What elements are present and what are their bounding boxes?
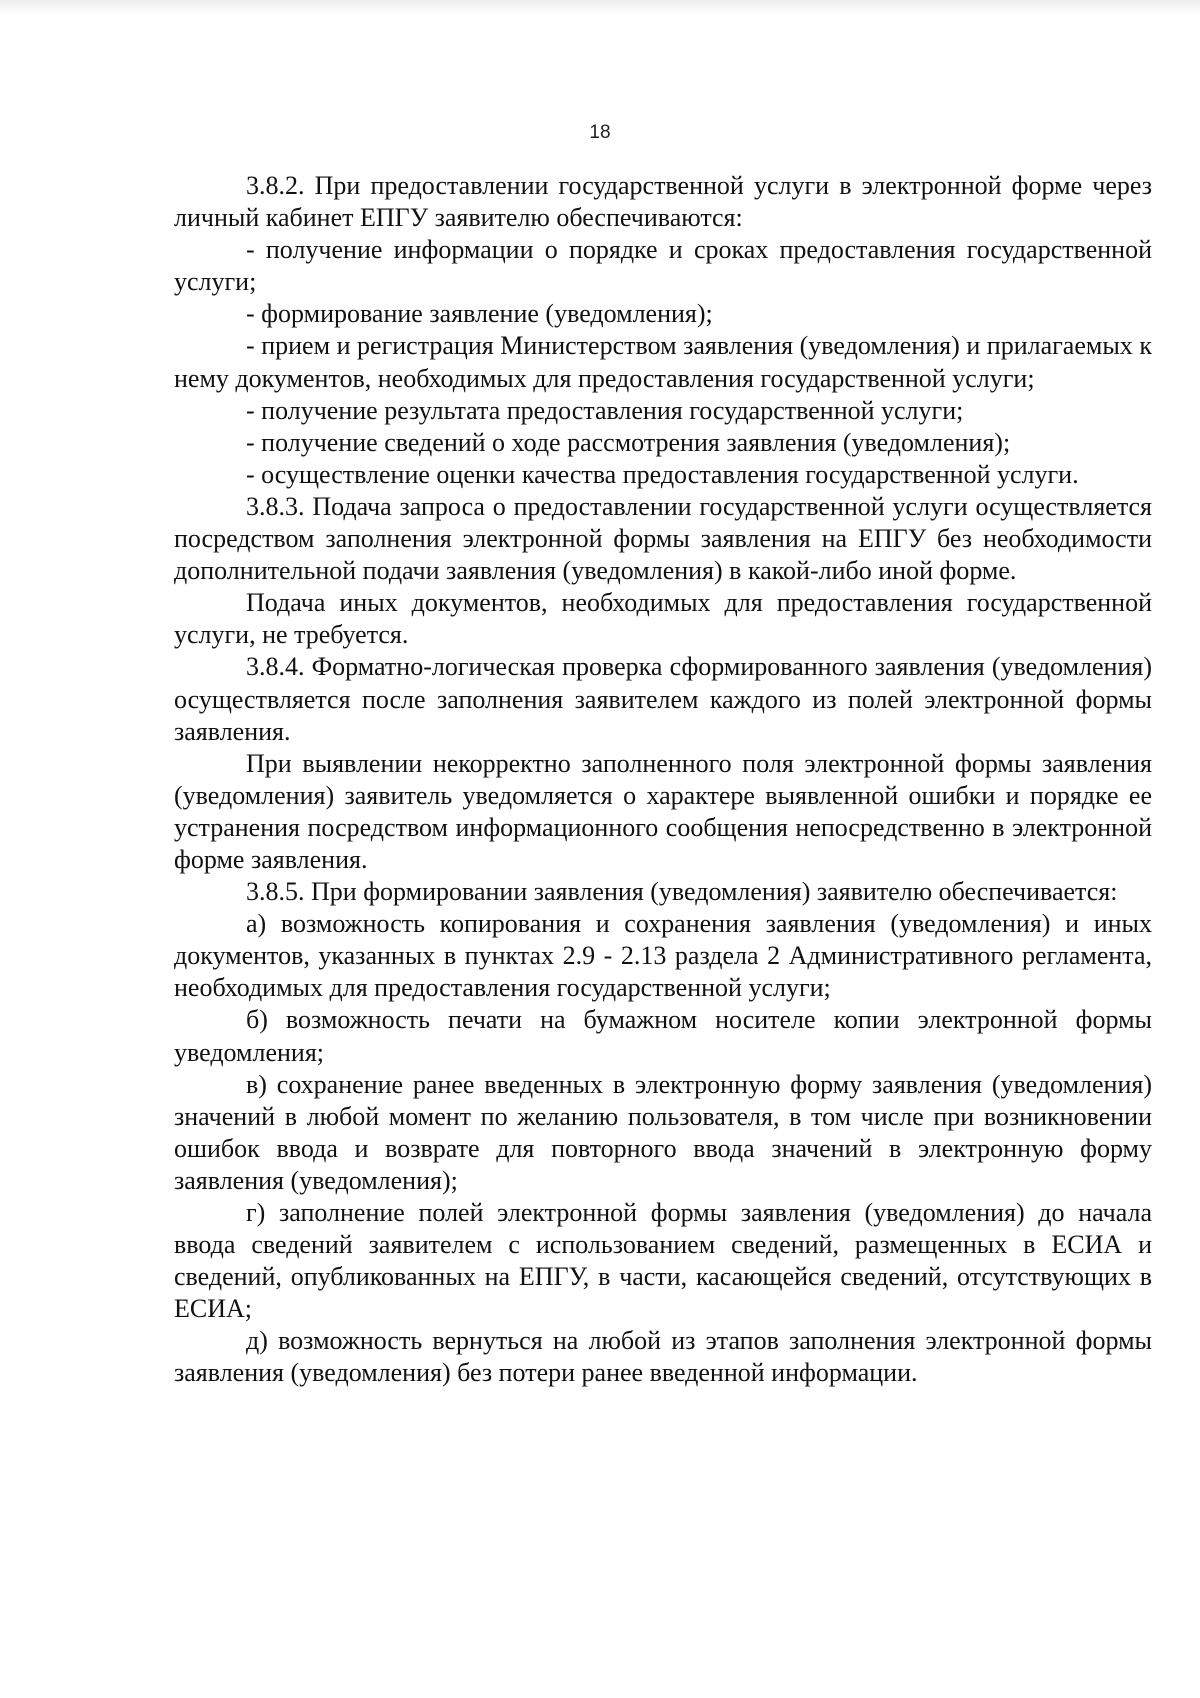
list-item-d: д) возможность вернуться на любой из этапов заполнения электронной формы заявления (уведомления) без потери ранее введенной информации. xyxy=(174,1326,1152,1388)
page-number: 18 xyxy=(589,122,611,143)
list-item-v: в) сохранение ранее введенных в электронную форму заявления (уведомления) значений в любой момент по желанию пользователя, в том числе при возникновении ошибок ввода и возврате для повторного ввода значений в электронную форму заявления (уведомления); xyxy=(174,1069,1152,1195)
paragraph-error-notice: При выявлении некорректно заполненного поля электронной формы заявления (уведомления) заявитель уведомляется о характере выявленной ошибки и порядке ее устранения посредством информационного сообщения непосредственно в электронной форме заявления. xyxy=(174,748,1152,874)
list-item-registration: - прием и регистрация Министерством заявления (уведомления) и прилагаемых к нему документов, необходимых для предоставления государственной услуги; xyxy=(174,331,1152,393)
list-item-status: - получение сведений о ходе рассмотрения заявления (уведомления); xyxy=(246,427,1011,457)
list-item-quality: - осуществление оценки качества предоставления государственной услуги. xyxy=(246,459,1079,489)
paragraph-3-8-3: 3.8.3. Подача запроса о предоставлении государственной услуги осуществляется посредством заполнения электронной формы заявления на ЕПГУ без необходимости дополнительной подачи заявления (уведомления) в какой-либо иной форме. xyxy=(174,491,1152,586)
list-item-result: - получение результата предоставления государственной услуги; xyxy=(246,395,964,425)
paragraph-3-8-4: 3.8.4. Форматно-логическая проверка сформированного заявления (уведомления) осуществляется после заполнения заявителем каждого из полей электронной формы заявления. xyxy=(174,652,1152,746)
document-body xyxy=(174,170,1152,1390)
list-item-b: б) возможность печати на бумажном носителе копии электронной формы уведомления; xyxy=(174,1005,1152,1067)
paragraph-3-8-2: 3.8.2. При предоставлении государственной услуги в электронной форме через личный кабинет ЕПГУ заявителю обеспечиваются: xyxy=(174,171,1152,233)
list-item-a: а) возможность копирования и сохранения заявления (уведомления) и иных документов, указанных в пунктах 2.9 - 2.13 раздела 2 Административного регламента, необходимых для предоставления государственной услуги; xyxy=(174,909,1152,1003)
paragraph-other-docs: Подача иных документов, необходимых для предоставления государственной услуги, не требуется. xyxy=(174,588,1152,650)
paragraph-3-8-5: 3.8.5. При формировании заявления (уведомления) заявителю обеспечивается: xyxy=(246,877,1118,907)
scan-top-edge xyxy=(0,0,1200,14)
list-item-form: - формирование заявление (уведомления); xyxy=(246,299,713,329)
list-item-info: - получение информации о порядке и сроках предоставления государственной услуги; xyxy=(174,235,1152,297)
list-item-g: г) заполнение полей электронной формы заявления (уведомления) до начала ввода сведений заявителем с использованием сведений, размещенных в ЕСИА и сведений, опубликованных на ЕПГУ, в части, касающейся сведений, отсутствующих в ЕСИА; xyxy=(174,1198,1152,1324)
